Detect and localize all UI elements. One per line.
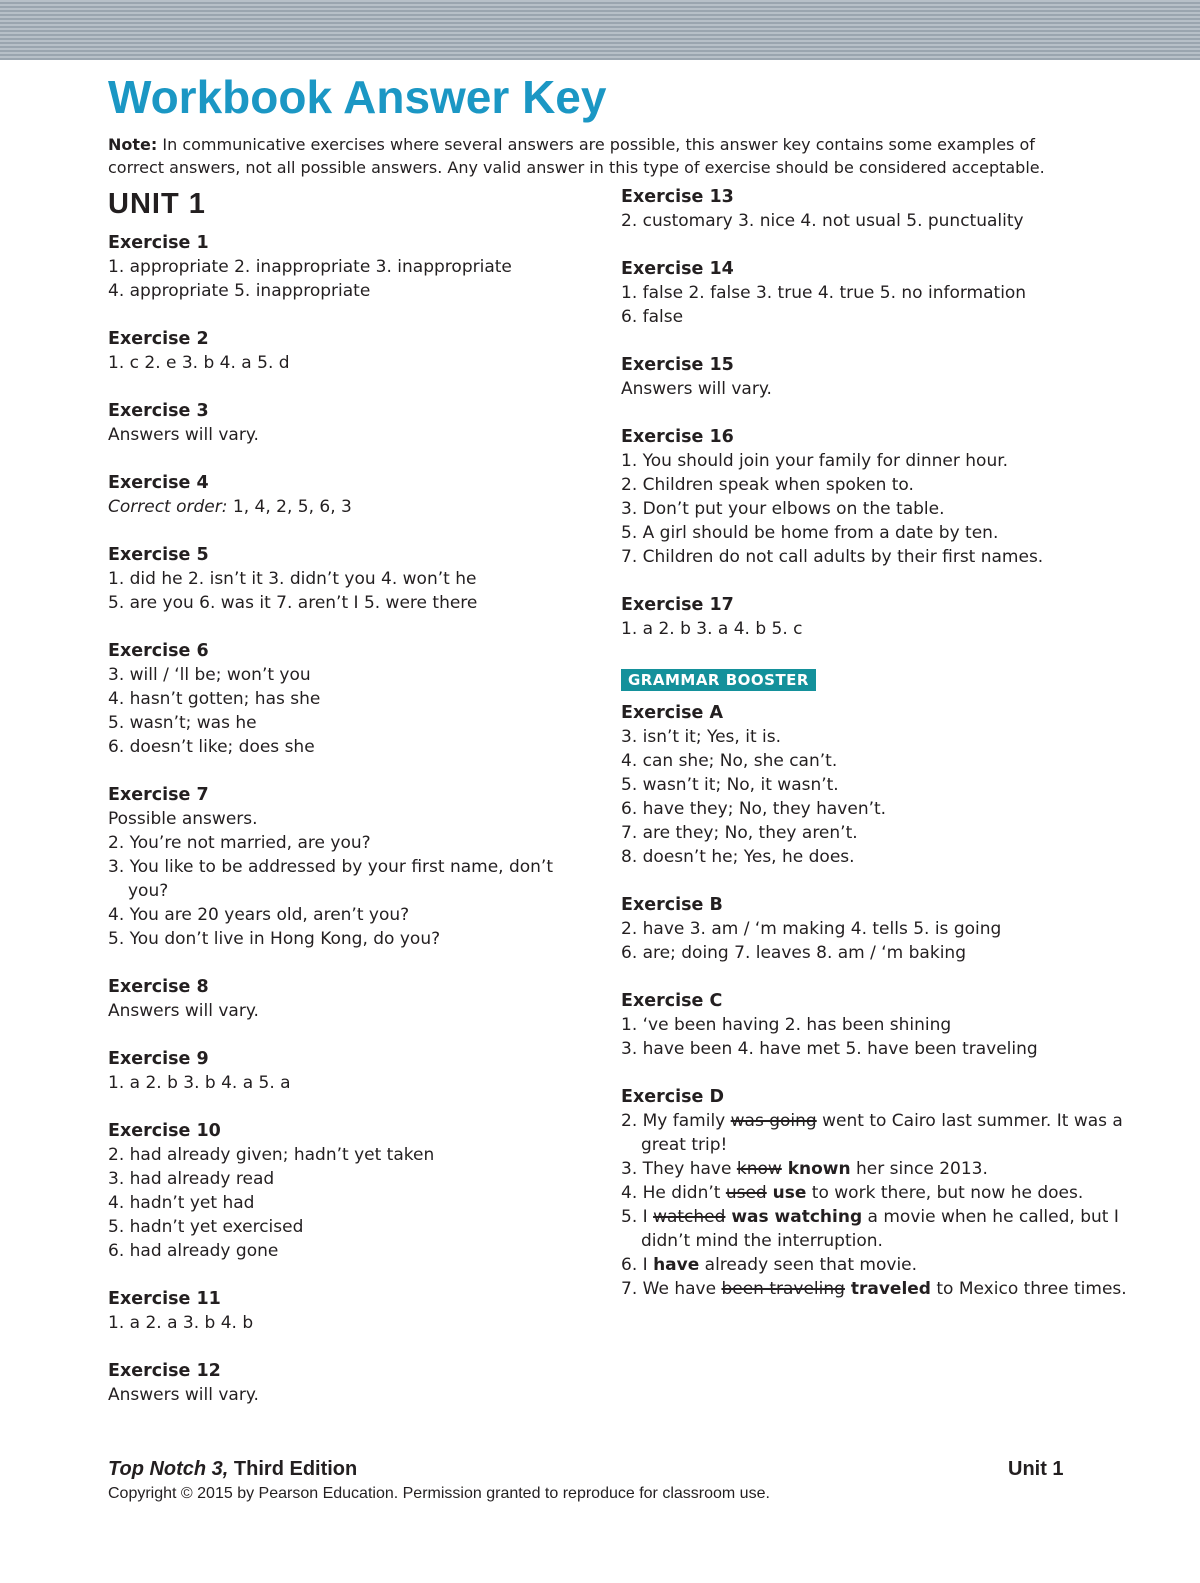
exercise-title: Exercise 2 xyxy=(108,329,209,349)
exercise-block xyxy=(621,593,1141,641)
answer-line xyxy=(621,473,1141,497)
answer-text: My family xyxy=(642,1111,731,1131)
exercise-title: Exercise 11 xyxy=(108,1289,221,1309)
exercise-title: Exercise 4 xyxy=(108,473,209,493)
corrected-text: known xyxy=(781,1159,851,1179)
answer-line xyxy=(621,209,1141,233)
answer-text: 3. have been 4. have met 5. have been traveling xyxy=(621,1039,1038,1059)
answer-text: 5. wasn’t; was he xyxy=(108,713,257,733)
answer-line xyxy=(108,855,588,903)
right-exercises xyxy=(621,185,1141,641)
exercise-title: Exercise 15 xyxy=(621,355,734,375)
exercise-title: Exercise 1 xyxy=(108,233,209,253)
answer-line xyxy=(108,1311,588,1335)
exercise-title: Exercise 8 xyxy=(108,977,209,997)
exercise-title: Exercise 12 xyxy=(108,1361,221,1381)
exercise-title: Exercise 3 xyxy=(108,401,209,421)
exercise-block xyxy=(621,893,1141,965)
answer-text: 2. have 3. am / ‘m making 4. tells 5. is going xyxy=(621,919,1002,939)
answer-line xyxy=(621,1013,1141,1037)
answer-text: 4. hadn’t yet had xyxy=(108,1193,255,1213)
answer-text: 1. false 2. false 3. true 4. true 5. no information xyxy=(621,283,1027,303)
answer-text: 1. ‘ve been having 2. has been shining xyxy=(621,1015,952,1035)
exercise-block xyxy=(108,1047,588,1095)
answer-number: 3. xyxy=(621,1159,638,1179)
corrected-text: traveled xyxy=(844,1279,931,1299)
answer-text: 1. appropriate 2. inappropriate 3. inappropriate xyxy=(108,257,512,277)
answer-text: 3. isn’t it; Yes, it is. xyxy=(621,727,781,747)
answer-text: He didn’t xyxy=(642,1183,726,1203)
left-column xyxy=(108,185,588,1431)
copyright-notice: Copyright © 2015 by Pearson Education. Permission granted to reproduce for classroom use. xyxy=(108,1485,770,1502)
answer-line xyxy=(621,941,1141,965)
answer-text: Possible answers. xyxy=(108,809,258,829)
answer-line xyxy=(621,1037,1141,1061)
answer-text: 1. You should join your family for dinner hour. xyxy=(621,451,1009,471)
answer-line xyxy=(621,773,1141,797)
answer-text: Answers will vary. xyxy=(108,425,259,445)
answer-text: 6. are; doing 7. leaves 8. am / ‘m baking xyxy=(621,943,966,963)
answer-line xyxy=(621,845,1141,869)
grammar-booster-exercises xyxy=(621,701,1141,1301)
exercise-block xyxy=(108,1359,588,1407)
exercise-block xyxy=(621,1085,1141,1301)
answer-line xyxy=(108,663,588,687)
answer-line xyxy=(621,1109,1141,1157)
exercise-block xyxy=(108,543,588,615)
exercise-block xyxy=(108,783,588,951)
exercise-block xyxy=(621,701,1141,869)
answer-text: 4. You are 20 years old, aren’t you? xyxy=(108,905,410,925)
answer-text: 7. are they; No, they aren’t. xyxy=(621,823,858,843)
answer-text: 3. You like to be addressed by your first name, don’t you? xyxy=(108,857,554,901)
answer-line xyxy=(108,423,588,447)
exercise-title: Exercise C xyxy=(621,991,723,1011)
exercise-block xyxy=(108,471,588,519)
note-label: Note: xyxy=(108,135,158,154)
answer-text: 6. had already gone xyxy=(108,1241,279,1261)
answer-text: Answers will vary. xyxy=(108,1001,259,1021)
answer-text: 1. a 2. b 3. b 4. a 5. a xyxy=(108,1073,291,1093)
answer-number: 4. xyxy=(621,1183,638,1203)
corrected-text: use xyxy=(766,1183,807,1203)
answer-line xyxy=(621,917,1141,941)
answer-text: 4. hasn’t gotten; has she xyxy=(108,689,321,709)
answer-text: 3. had already read xyxy=(108,1169,275,1189)
answer-text: 4. appropriate 5. inappropriate xyxy=(108,281,371,301)
answer-text: 5. A girl should be home from a date by ten. xyxy=(621,523,999,543)
exercise-block xyxy=(621,353,1141,401)
grammar-booster-badge: GRAMMAR BOOSTER xyxy=(621,669,816,691)
answer-text: 6. false xyxy=(621,307,684,327)
answer-line xyxy=(621,377,1141,401)
answer-text: to work there, but now he does. xyxy=(806,1183,1084,1203)
exercise-block xyxy=(621,425,1141,569)
struck-text: watched xyxy=(653,1207,726,1227)
answer-line xyxy=(108,735,588,759)
left-exercises xyxy=(108,231,588,1407)
answer-line xyxy=(621,797,1141,821)
answer-number: 6. xyxy=(621,1255,638,1275)
answer-line xyxy=(621,281,1141,305)
answer-line xyxy=(621,521,1141,545)
footer-book-title xyxy=(108,1458,357,1481)
exercise-title: Exercise 5 xyxy=(108,545,209,565)
struck-text: was going xyxy=(730,1111,817,1131)
answer-line xyxy=(108,495,588,519)
answer-line xyxy=(621,1205,1141,1253)
answer-text: went to Cairo last summer. It was a great trip! xyxy=(641,1111,1123,1155)
answer-text: 1. did he 2. isn’t it 3. didn’t you 4. won’t he xyxy=(108,569,477,589)
note-text: In communicative exercises where several answers are possible, this answer key contains some examples of correct answers, not all possible answers. Any valid answer in this type of exercise should be considered acceptable. xyxy=(108,135,1045,177)
answer-line xyxy=(108,351,588,375)
answer-text: 2. Children speak when spoken to. xyxy=(621,475,914,495)
answer-line xyxy=(108,831,588,855)
answer-number: 2. xyxy=(621,1111,638,1131)
exercise-block xyxy=(621,989,1141,1061)
answer-text: 2. had already given; hadn’t yet taken xyxy=(108,1145,435,1165)
struck-text: know xyxy=(736,1159,782,1179)
answer-number: 7. xyxy=(621,1279,638,1299)
exercise-title: Exercise 17 xyxy=(621,595,734,615)
right-column xyxy=(621,185,1141,1325)
answer-text: already seen that movie. xyxy=(699,1255,918,1275)
answer-text: 5. wasn’t it; No, it wasn’t. xyxy=(621,775,839,795)
exercise-block xyxy=(108,231,588,303)
answer-line xyxy=(108,927,588,951)
corrected-text: was watching xyxy=(725,1207,863,1227)
answer-text: 2. customary 3. nice 4. not usual 5. punctuality xyxy=(621,211,1024,231)
answer-line xyxy=(108,1215,588,1239)
answer-text: to Mexico three times. xyxy=(930,1279,1127,1299)
answer-text: 3. Don’t put your elbows on the table. xyxy=(621,499,945,519)
note-paragraph xyxy=(108,133,1068,179)
answer-line xyxy=(108,1191,588,1215)
answer-text: 1. c 2. e 3. b 4. a 5. d xyxy=(108,353,290,373)
answer-text: 5. hadn’t yet exercised xyxy=(108,1217,304,1237)
grammar-booster-header xyxy=(621,669,1141,691)
answer-text: I xyxy=(642,1207,654,1227)
answer-text: Answers will vary. xyxy=(621,379,772,399)
answer-line xyxy=(108,591,588,615)
answer-line xyxy=(621,617,1141,641)
exercise-title: Exercise 14 xyxy=(621,259,734,279)
answer-line xyxy=(621,545,1141,569)
answer-text: 4. can she; No, she can’t. xyxy=(621,751,838,771)
answer-line xyxy=(621,1157,1141,1181)
answer-text: 6. have they; No, they haven’t. xyxy=(621,799,887,819)
struck-text: used xyxy=(725,1183,767,1203)
exercise-block xyxy=(108,639,588,759)
answer-text: 6. doesn’t like; does she xyxy=(108,737,315,757)
answer-prefix: Correct order: xyxy=(108,497,233,517)
exercise-title: Exercise 6 xyxy=(108,641,209,661)
exercise-block xyxy=(108,327,588,375)
answer-text: 7. Children do not call adults by their first names. xyxy=(621,547,1044,567)
exercise-block xyxy=(108,399,588,447)
answer-text: 1, 4, 2, 5, 6, 3 xyxy=(232,497,352,517)
exercise-title: Exercise 10 xyxy=(108,1121,221,1141)
answer-line xyxy=(621,305,1141,329)
answer-text: I xyxy=(642,1255,654,1275)
answer-text: They have xyxy=(642,1159,737,1179)
answer-line xyxy=(108,1383,588,1407)
answer-text: 1. a 2. b 3. a 4. b 5. c xyxy=(621,619,803,639)
answer-line xyxy=(108,279,588,303)
answer-line xyxy=(621,497,1141,521)
exercise-title: Exercise B xyxy=(621,895,723,915)
exercise-block xyxy=(108,1287,588,1335)
page-title: Workbook Answer Key xyxy=(108,71,607,123)
answer-line xyxy=(621,1277,1141,1301)
answer-line xyxy=(108,999,588,1023)
answer-text: 1. a 2. a 3. b 4. b xyxy=(108,1313,254,1333)
answer-line xyxy=(108,711,588,735)
answer-line xyxy=(108,1143,588,1167)
answer-text: 5. are you 6. was it 7. aren’t I 5. were there xyxy=(108,593,478,613)
answer-line xyxy=(108,687,588,711)
answer-text: 3. will / ‘ll be; won’t you xyxy=(108,665,311,685)
answer-line xyxy=(108,807,588,831)
footer-title-italic: Top Notch 3, xyxy=(108,1458,229,1480)
unit-heading: UNIT 1 xyxy=(108,188,206,220)
answer-text: 2. You’re not married, are you? xyxy=(108,833,371,853)
answer-line xyxy=(621,449,1141,473)
exercise-title: Exercise A xyxy=(621,703,724,723)
footer-unit: Unit 1 xyxy=(1008,1458,1064,1480)
answer-text: Answers will vary. xyxy=(108,1385,259,1405)
exercise-block xyxy=(621,257,1141,329)
answer-line xyxy=(108,1071,588,1095)
exercise-title: Exercise 13 xyxy=(621,187,734,207)
answer-line xyxy=(108,567,588,591)
top-decorative-bar xyxy=(0,0,1200,60)
footer-edition: Third Edition xyxy=(228,1458,358,1480)
exercise-title: Exercise 9 xyxy=(108,1049,209,1069)
exercise-title: Exercise D xyxy=(621,1087,725,1107)
answer-text: We have xyxy=(642,1279,722,1299)
answer-text: 8. doesn’t he; Yes, he does. xyxy=(621,847,855,867)
corrected-text: have xyxy=(653,1255,700,1275)
exercise-block xyxy=(621,185,1141,233)
answer-number: 5. xyxy=(621,1207,638,1227)
struck-text: been traveling xyxy=(721,1279,845,1299)
answer-text: a movie when he called, but I didn’t mind the interruption. xyxy=(641,1207,1119,1251)
exercise-block xyxy=(108,975,588,1023)
answer-line xyxy=(621,1181,1141,1205)
exercise-title: Exercise 7 xyxy=(108,785,209,805)
answer-text: her since 2013. xyxy=(850,1159,988,1179)
answer-text: 5. You don’t live in Hong Kong, do you? xyxy=(108,929,441,949)
exercise-block xyxy=(108,1119,588,1263)
answer-line xyxy=(621,821,1141,845)
exercise-title: Exercise 16 xyxy=(621,427,734,447)
answer-line xyxy=(621,749,1141,773)
answer-line xyxy=(108,1239,588,1263)
answer-line xyxy=(108,255,588,279)
answer-line xyxy=(621,1253,1141,1277)
answer-line xyxy=(108,1167,588,1191)
answer-line xyxy=(621,725,1141,749)
answer-line xyxy=(108,903,588,927)
